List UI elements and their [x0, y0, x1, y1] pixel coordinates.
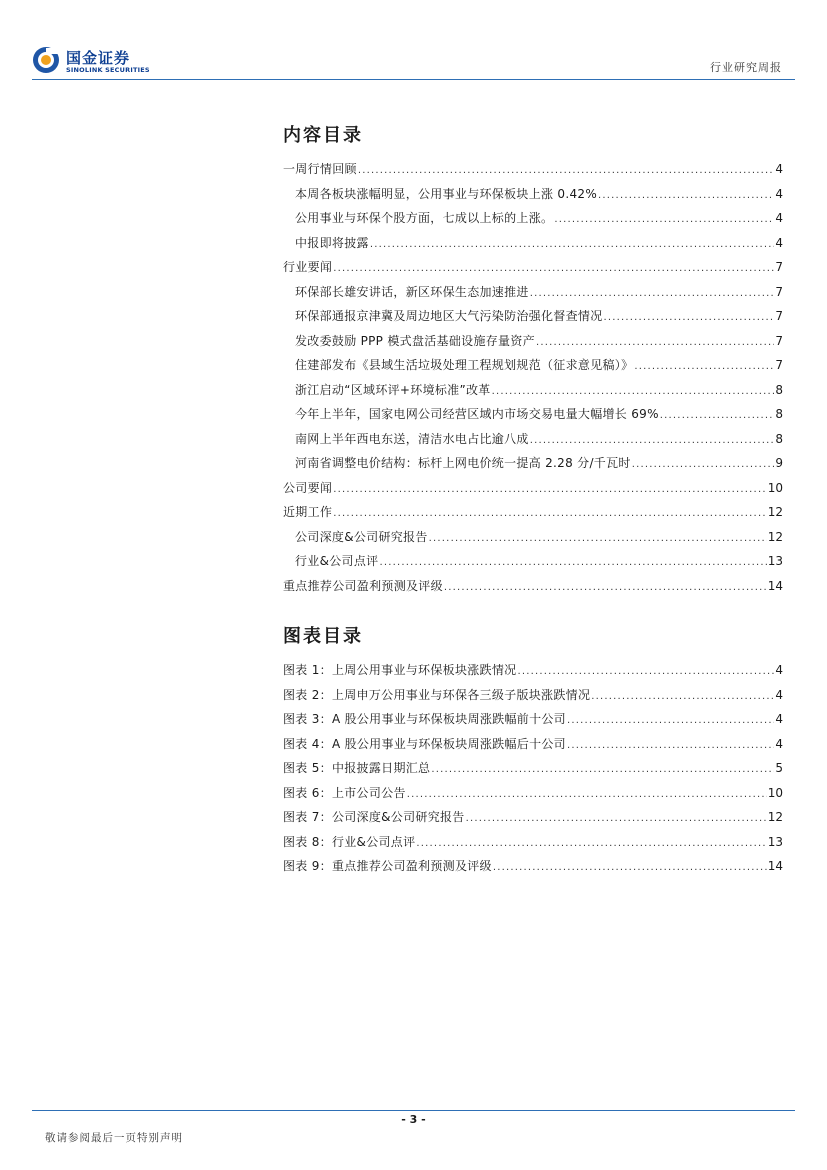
contents-entry-page: 7	[775, 260, 783, 274]
contents-entry[interactable]	[283, 231, 783, 256]
contents-entry[interactable]	[283, 206, 783, 231]
contents-entry-title: 公用事业与环保个股方面，七成以上标的上涨。	[295, 211, 554, 225]
figures-entry-page: 13	[767, 834, 783, 849]
logo-chinese-name: 国金证券	[66, 49, 131, 67]
contents-entry-page: 12	[767, 505, 783, 519]
figures-entry-title: 图表 2：上周申万公用事业与环保各三级子版块涨跌情况	[283, 687, 591, 702]
dot-leader	[358, 159, 775, 184]
dot-leader	[598, 184, 774, 209]
dot-leader	[536, 331, 774, 356]
figures-entry-page: 10	[767, 785, 783, 800]
figures-entry-title: 图表 9：重点推荐公司盈利预测及评级	[283, 859, 492, 873]
contents-entry-page: 8	[775, 382, 783, 397]
contents-entry-title: 发改委鼓励 PPP 模式盘活基础设施存量资产	[295, 333, 535, 348]
contents-entry-title: 公司深度&公司研究报告	[295, 529, 428, 544]
contents-entry[interactable]	[283, 353, 783, 378]
logo-english-name: SINOLINK SECURITIES	[66, 66, 150, 74]
dot-leader	[632, 453, 775, 478]
contents-entry-page: 8	[775, 407, 783, 421]
contents-entry-title: 本周各板块涨幅明显，公用事业与环保板块上涨 0.42%	[295, 186, 598, 201]
contents-entry-title: 公司要闻	[283, 480, 333, 495]
figures-entry-title: 图表 3：A 股公用事业与环保板块周涨跌幅前十公司	[283, 712, 566, 726]
figures-entry-title: 图表 8：行业&公司点评	[283, 834, 416, 849]
figures-entry[interactable]	[283, 805, 783, 830]
dot-leader	[493, 856, 767, 881]
footer-divider	[32, 1110, 795, 1111]
contents-entry-page: 10	[767, 480, 783, 495]
dot-leader	[492, 380, 775, 405]
contents-entry-page: 7	[775, 309, 783, 323]
dot-leader	[530, 429, 775, 454]
contents-entry-title: 行业&公司点评	[295, 554, 379, 568]
dot-leader	[530, 282, 775, 307]
contents-entry-page: 9	[775, 456, 783, 470]
contents-entry[interactable]	[283, 157, 783, 182]
contents-entry-title: 环保部通报京津冀及周边地区大气污染防治强化督查情况	[295, 309, 603, 323]
contents-entry-title: 行业要闻	[283, 260, 333, 274]
figures-entry[interactable]	[283, 707, 783, 732]
dot-leader	[634, 355, 774, 380]
disclaimer-note: 敬请参阅最后一页特别声明	[45, 1132, 183, 1144]
figures-entry-title: 图表 4：A 股公用事业与环保板块周涨跌幅后十公司	[283, 736, 566, 751]
dot-leader	[591, 685, 774, 710]
contents-entry-page: 12	[767, 529, 783, 544]
contents-entry-title: 今年上半年，国家电网公司经营区域内市场交易电量大幅增长 69%	[295, 407, 659, 421]
contents-entry[interactable]	[283, 329, 783, 354]
dot-leader	[554, 208, 774, 233]
dot-leader	[567, 709, 774, 734]
figures-entry[interactable]	[283, 658, 783, 683]
figures-entry-page: 14	[767, 859, 783, 873]
figures-entry-page: 4	[775, 712, 783, 726]
contents-entry[interactable]	[283, 304, 783, 329]
figures-entry[interactable]	[283, 683, 783, 708]
dot-leader	[416, 832, 766, 857]
dot-leader	[333, 502, 767, 527]
figures-section	[283, 622, 783, 879]
contents-entry-page: 7	[775, 284, 783, 299]
contents-title: 内容目录	[283, 125, 363, 146]
contents-entry[interactable]	[283, 525, 783, 550]
contents-entry-page: 4	[775, 235, 783, 250]
dot-leader	[407, 783, 767, 808]
contents-entry-title: 近期工作	[283, 505, 333, 519]
figures-entry[interactable]	[283, 781, 783, 806]
figures-entry-page: 5	[775, 761, 783, 775]
contents-entry[interactable]	[283, 427, 783, 452]
figures-entry-page: 4	[775, 736, 783, 751]
figures-entry-title: 图表 6：上市公司公告	[283, 785, 406, 800]
figures-entry[interactable]	[283, 854, 783, 879]
dot-leader	[429, 527, 767, 552]
figures-entry-title: 图表 5：中报披露日期汇总	[283, 761, 431, 775]
contents-entry[interactable]	[283, 549, 783, 574]
dot-leader	[333, 478, 767, 503]
contents-entry[interactable]	[283, 255, 783, 280]
contents-section	[283, 121, 783, 598]
contents-entry-title: 浙江启动“区域环评+环境标准”改革	[295, 382, 491, 397]
page-number: - 3 -	[401, 1113, 426, 1126]
figures-entry[interactable]	[283, 756, 783, 781]
dot-leader	[379, 551, 766, 576]
dot-leader	[517, 660, 774, 685]
dot-leader	[444, 576, 767, 601]
dot-leader	[370, 233, 775, 258]
figures-title: 图表目录	[283, 626, 363, 647]
contents-entry-page: 4	[775, 186, 783, 201]
figures-entry-page: 12	[767, 810, 783, 824]
dot-leader	[431, 758, 774, 783]
figures-entry[interactable]	[283, 830, 783, 855]
dot-leader	[567, 734, 774, 759]
dot-leader	[466, 807, 767, 832]
header-divider	[32, 79, 795, 80]
contents-list	[283, 157, 783, 598]
figures-entry-title: 图表 1：上周公用事业与环保板块涨跌情况	[283, 663, 517, 677]
page-header	[0, 0, 827, 80]
contents-entry[interactable]	[283, 476, 783, 501]
dot-leader	[333, 257, 774, 282]
dot-leader	[604, 306, 775, 331]
contents-entry-page: 4	[775, 162, 783, 176]
contents-entry-title: 河南省调整电价结构：标杆上网电价统一提高 2.28 分/千瓦时	[295, 456, 631, 470]
contents-entry-page: 4	[775, 211, 783, 225]
contents-entry[interactable]	[283, 402, 783, 427]
contents-entry-page: 7	[775, 358, 783, 372]
contents-entry[interactable]	[283, 378, 783, 403]
contents-entry-page: 7	[775, 333, 783, 348]
contents-entry[interactable]	[283, 574, 783, 599]
contents-entry-page: 13	[767, 554, 783, 568]
sinolink-logo-icon	[32, 46, 60, 74]
figures-list	[283, 658, 783, 879]
dot-leader	[660, 404, 775, 429]
contents-entry-title: 一周行情回顾	[283, 162, 357, 176]
contents-entry-title: 住建部发布《县域生活垃圾处理工程规划规范（征求意见稿）》	[295, 358, 634, 372]
contents-entry[interactable]	[283, 500, 783, 525]
contents-entry-title: 重点推荐公司盈利预测及评级	[283, 578, 443, 593]
contents-entry[interactable]	[283, 451, 783, 476]
contents-entry-page: 14	[767, 578, 783, 593]
contents-entry[interactable]	[283, 182, 783, 207]
contents-entry[interactable]	[283, 280, 783, 305]
contents-entry-page: 8	[775, 431, 783, 446]
contents-entry-title: 环保部长雄安讲话，新区环保生态加速推进	[295, 284, 529, 299]
figures-entry[interactable]	[283, 732, 783, 757]
contents-entry-title: 中报即将披露	[295, 235, 369, 250]
figures-entry-page: 4	[775, 687, 783, 702]
contents-entry-title: 南网上半年西电东送，清洁水电占比逾八成	[295, 431, 529, 446]
figures-entry-page: 4	[775, 663, 783, 677]
document-type-label: 行业研究周报	[710, 61, 782, 74]
figures-entry-title: 图表 7：公司深度&公司研究报告	[283, 810, 465, 824]
